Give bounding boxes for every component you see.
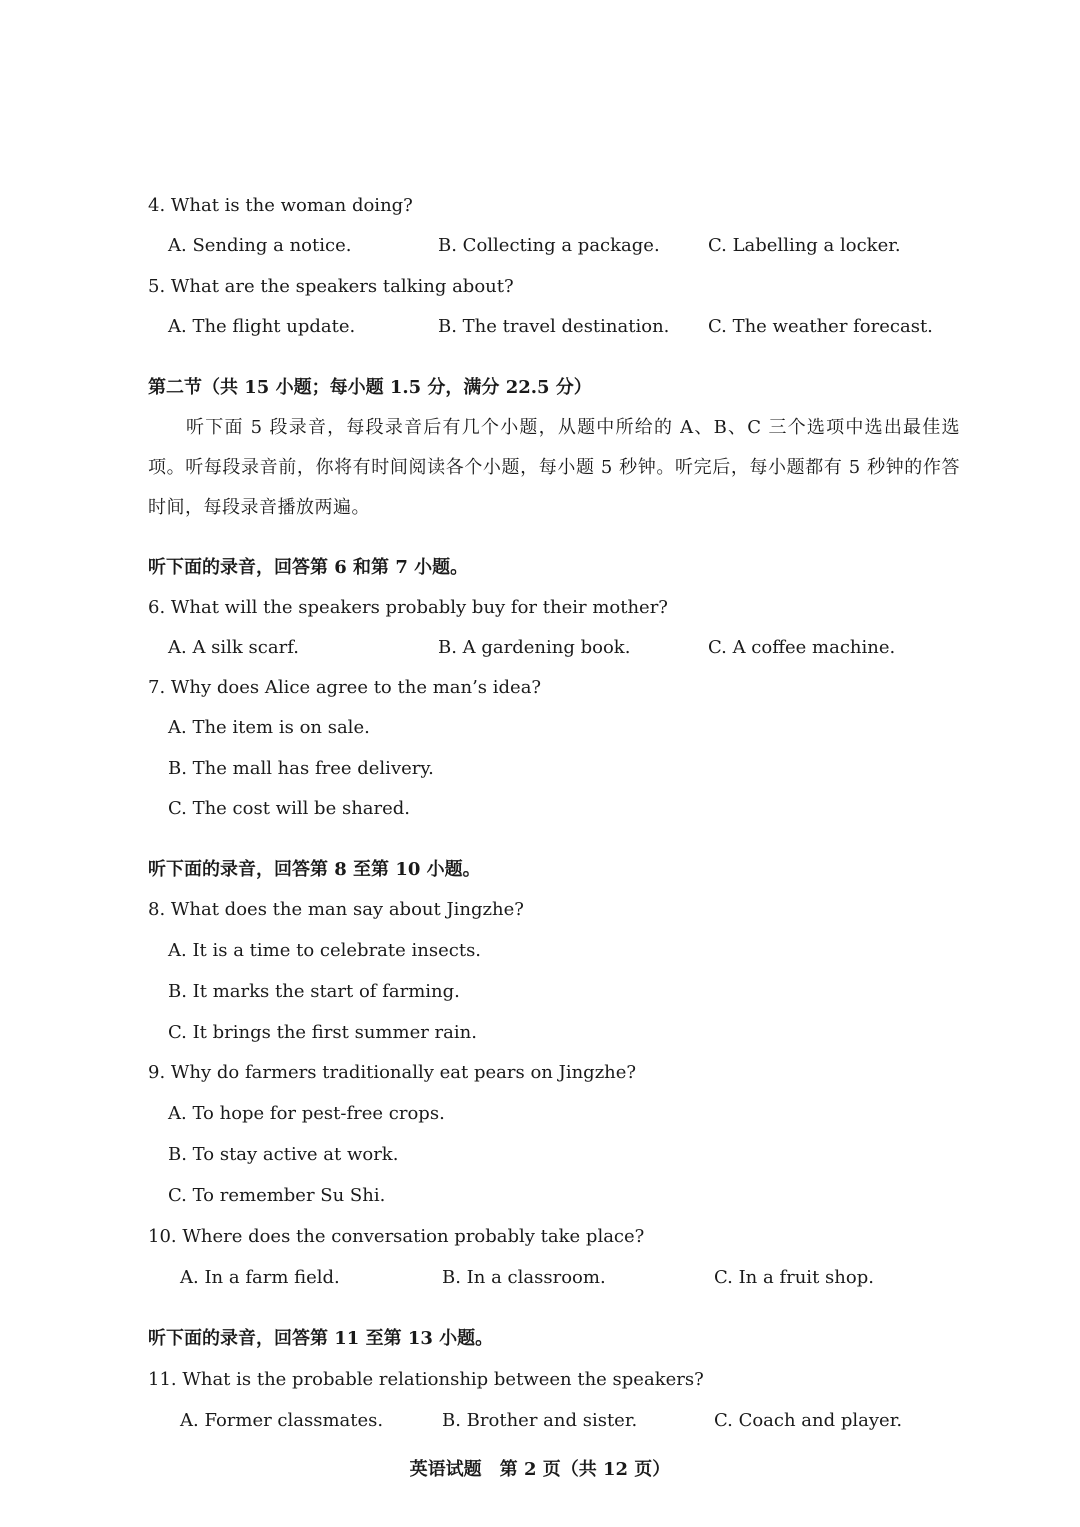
question-7-option-c: C. The cost will be shared.: [168, 798, 411, 819]
question-10-stem: 10. Where does the conversation probably take place?: [148, 1226, 645, 1247]
page-footer: 英语试题 第 2 页（共 12 页）: [409, 1459, 671, 1480]
question-8-option-a: A. It is a time to celebrate insects.: [168, 940, 482, 961]
section-2-title: 第二节（共 15 小题；每小题 1.5 分，满分 22.5 分）: [148, 377, 592, 398]
question-11-option-c: C. Coach and player.: [714, 1410, 903, 1431]
question-9-option-c: C. To remember Su Shi.: [168, 1185, 386, 1206]
question-4-option-c: C. Labelling a locker.: [708, 235, 901, 256]
question-4-stem: 4. What is the woman doing?: [148, 195, 413, 216]
section-2-instructions: 听下面 5 段录音，每段录音后有几个小题，从题中所给的 A、B、C 三个选项中选出最佳选项。听每段录音前，你将有时间阅读各个小题，每小题 5 秒钟。听完后，每小题都有 5 秒钟的作答时间，每段录音播放两遍。: [148, 417, 960, 518]
question-5-option-b: B. The travel destination.: [438, 316, 670, 337]
question-11-option-a: A. Former classmates.: [180, 1410, 384, 1431]
question-4-option-a: A. Sending a notice.: [168, 235, 352, 256]
question-6-option-c: C. A coffee machine.: [708, 637, 896, 658]
question-6-option-b: B. A gardening book.: [438, 637, 631, 658]
question-5-stem: 5. What are the speakers talking about?: [148, 276, 514, 297]
question-7-stem: 7. Why does Alice agree to the man’s idea?: [148, 677, 542, 698]
question-7-option-a: A. The item is on sale.: [168, 717, 370, 738]
question-6-stem: 6. What will the speakers probably buy for their mother?: [148, 597, 668, 618]
question-10-option-a: A. In a farm field.: [180, 1267, 340, 1288]
question-11-stem: 11. What is the probable relationship between the speakers?: [148, 1369, 704, 1390]
group-heading-11-13: 听下面的录音，回答第 11 至第 13 小题。: [148, 1328, 494, 1349]
question-5-option-c: C. The weather forecast.: [708, 316, 933, 337]
question-8-option-b: B. It marks the start of farming.: [168, 981, 460, 1002]
question-9-option-b: B. To stay active at work.: [168, 1144, 399, 1165]
group-heading-6-7: 听下面的录音，回答第 6 和第 7 小题。: [148, 557, 469, 578]
group-heading-8-10: 听下面的录音，回答第 8 至第 10 小题。: [148, 859, 481, 880]
question-6-option-a: A. A silk scarf.: [168, 637, 299, 658]
question-10-option-c: C. In a fruit shop.: [714, 1267, 874, 1288]
question-5-option-a: A. The flight update.: [168, 316, 356, 337]
question-8-option-c: C. It brings the first summer rain.: [168, 1022, 477, 1043]
question-8-stem: 8. What does the man say about Jingzhe?: [148, 899, 524, 920]
question-4-option-b: B. Collecting a package.: [438, 235, 660, 256]
question-9-option-a: A. To hope for pest-free crops.: [168, 1103, 445, 1124]
question-10-option-b: B. In a classroom.: [442, 1267, 606, 1288]
question-11-option-b: B. Brother and sister.: [442, 1410, 638, 1431]
question-7-option-b: B. The mall has free delivery.: [168, 758, 434, 779]
question-9-stem: 9. Why do farmers traditionally eat pears on Jingzhe?: [148, 1062, 637, 1083]
